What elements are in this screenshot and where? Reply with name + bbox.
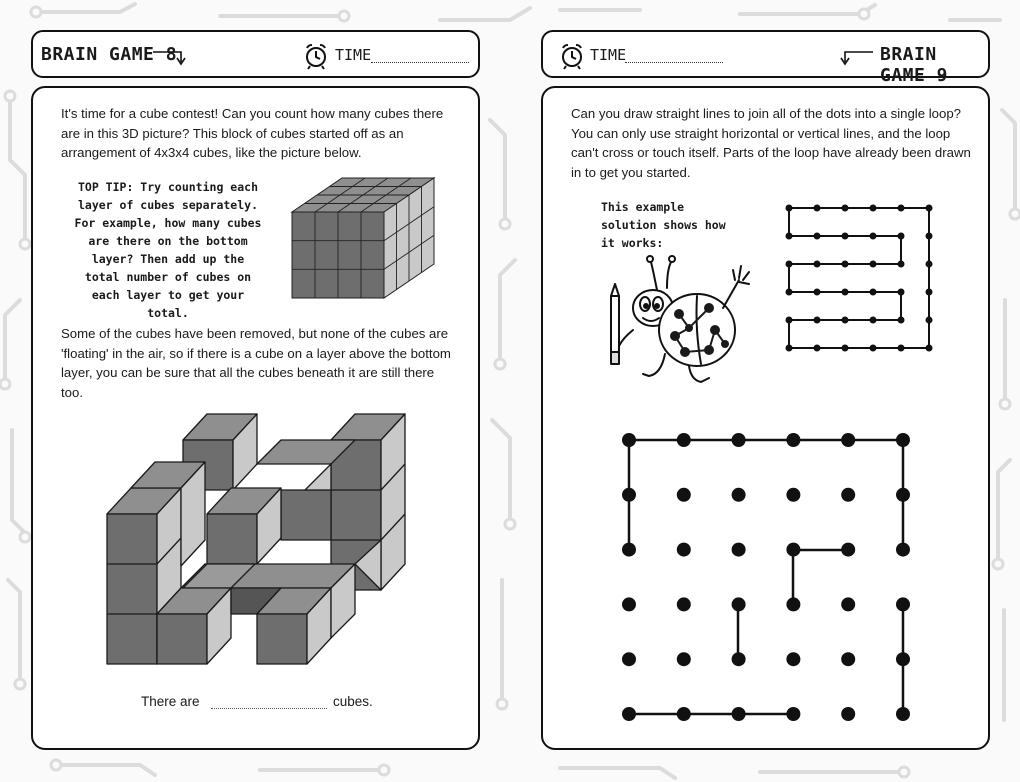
ladybug-mascot-illustration xyxy=(605,250,755,390)
grid-dot[interactable] xyxy=(814,345,821,352)
grid-dot[interactable] xyxy=(896,488,910,502)
grid-dot[interactable] xyxy=(842,205,849,212)
left-body-text: Some of the cubes have been removed, but none of the cubes are 'floating' in the air, so if there is a cube on a layer above the bottom layer, you can be sure that all the cubes beneath it are still there too. xyxy=(61,326,451,400)
grid-dot[interactable] xyxy=(841,652,855,666)
grid-dot[interactable] xyxy=(786,261,793,268)
right-time-label: TIME xyxy=(590,46,627,64)
grid-dot[interactable] xyxy=(814,261,821,268)
grid-dot[interactable] xyxy=(926,289,933,296)
grid-dot[interactable] xyxy=(732,488,746,502)
left-time-input-line[interactable] xyxy=(371,62,469,63)
grid-dot[interactable] xyxy=(898,261,905,268)
grid-dot[interactable] xyxy=(786,233,793,240)
grid-dot[interactable] xyxy=(677,652,691,666)
grid-dot[interactable] xyxy=(786,707,800,721)
grid-dot[interactable] xyxy=(732,543,746,557)
grid-dot[interactable] xyxy=(622,488,636,502)
right-turn-arrow-icon xyxy=(151,44,191,66)
grid-dot[interactable] xyxy=(870,233,877,240)
grid-dot[interactable] xyxy=(677,707,691,721)
grid-dot[interactable] xyxy=(841,488,855,502)
grid-dot[interactable] xyxy=(814,205,821,212)
right-time-input-line[interactable] xyxy=(625,62,723,63)
grid-dot[interactable] xyxy=(786,488,800,502)
grid-dot[interactable] xyxy=(842,289,849,296)
grid-dot[interactable] xyxy=(732,433,746,447)
grid-dot[interactable] xyxy=(622,597,636,611)
grid-dot[interactable] xyxy=(786,433,800,447)
grid-dot[interactable] xyxy=(926,233,933,240)
right-game-title: BRAIN GAME 9 xyxy=(880,44,949,86)
grid-dot[interactable] xyxy=(732,652,746,666)
grid-dot[interactable] xyxy=(622,707,636,721)
grid-dot[interactable] xyxy=(786,317,793,324)
right-puzzle-panel xyxy=(541,86,990,750)
left-game-title: BRAIN GAME 8 xyxy=(41,44,178,65)
grid-dot[interactable] xyxy=(786,205,793,212)
top-tip-text: TOP TIP: Try counting each layer of cubes separately. For example, how many cubes are there on the bottom layer? Then add up the total number of cubes on each layer to get your total. xyxy=(74,180,262,320)
grid-dot[interactable] xyxy=(842,345,849,352)
grid-dot[interactable] xyxy=(622,543,636,557)
grid-dot[interactable] xyxy=(870,289,877,296)
left-header-bar xyxy=(31,30,480,78)
grid-dot[interactable] xyxy=(926,345,933,352)
example-solution-grid xyxy=(783,202,933,352)
grid-dot[interactable] xyxy=(898,233,905,240)
grid-dot[interactable] xyxy=(898,345,905,352)
left-turn-arrow-icon xyxy=(835,44,875,66)
grid-dot[interactable] xyxy=(677,433,691,447)
left-intro-text: It's time for a cube contest! Can you count how many cubes there are in this 3D picture? This block of cubes started off as an arrangement of 4x3x4 cubes, like the picture below. xyxy=(61,106,444,160)
grid-dot[interactable] xyxy=(841,543,855,557)
grid-dot[interactable] xyxy=(622,652,636,666)
grid-dot[interactable] xyxy=(870,345,877,352)
alarm-clock-icon xyxy=(301,40,331,70)
grid-dot[interactable] xyxy=(841,597,855,611)
grid-dot[interactable] xyxy=(896,707,910,721)
grid-dot[interactable] xyxy=(786,597,800,611)
left-puzzle-panel xyxy=(31,86,480,750)
alarm-clock-icon xyxy=(557,40,587,70)
grid-dot[interactable] xyxy=(786,543,800,557)
grid-dot[interactable] xyxy=(842,261,849,268)
grid-dot[interactable] xyxy=(841,707,855,721)
grid-dot[interactable] xyxy=(926,205,933,212)
dot-loop-puzzle-grid xyxy=(613,428,913,728)
grid-dot[interactable] xyxy=(677,488,691,502)
answer-input-line[interactable] xyxy=(211,708,327,709)
grid-dot[interactable] xyxy=(732,597,746,611)
grid-dot[interactable] xyxy=(786,345,793,352)
grid-dot[interactable] xyxy=(842,233,849,240)
grid-dot[interactable] xyxy=(786,289,793,296)
example-caption: This example solution shows how it works: xyxy=(601,200,726,250)
grid-dot[interactable] xyxy=(677,543,691,557)
grid-dot[interactable] xyxy=(870,205,877,212)
grid-dot[interactable] xyxy=(814,233,821,240)
grid-dot[interactable] xyxy=(926,261,933,268)
left-time-label: TIME xyxy=(335,46,372,64)
grid-dot[interactable] xyxy=(677,597,691,611)
answer-suffix: cubes. xyxy=(333,694,373,709)
grid-dot[interactable] xyxy=(898,205,905,212)
grid-dot[interactable] xyxy=(898,317,905,324)
right-intro-text: Can you draw straight lines to join all of the dots into a single loop? You can only use straight horizontal or vertical lines, and the loop can't cross or touch itself. Parts of the loop have already been drawn in to get you started. xyxy=(571,106,971,180)
grid-dot[interactable] xyxy=(814,317,821,324)
cube-puzzle-illustration xyxy=(105,410,415,670)
grid-dot[interactable] xyxy=(786,652,800,666)
grid-dot[interactable] xyxy=(896,543,910,557)
grid-dot[interactable] xyxy=(898,289,905,296)
example-cube-block xyxy=(288,174,438,299)
grid-dot[interactable] xyxy=(841,433,855,447)
grid-dot[interactable] xyxy=(896,597,910,611)
grid-dot[interactable] xyxy=(842,317,849,324)
grid-dot[interactable] xyxy=(622,433,636,447)
grid-dot[interactable] xyxy=(732,707,746,721)
grid-dot[interactable] xyxy=(870,261,877,268)
grid-dot[interactable] xyxy=(896,433,910,447)
answer-prefix: There are xyxy=(141,694,200,709)
grid-dot[interactable] xyxy=(814,289,821,296)
grid-dot[interactable] xyxy=(896,652,910,666)
right-header-bar xyxy=(541,30,990,86)
grid-dot[interactable] xyxy=(926,317,933,324)
grid-dot[interactable] xyxy=(870,317,877,324)
